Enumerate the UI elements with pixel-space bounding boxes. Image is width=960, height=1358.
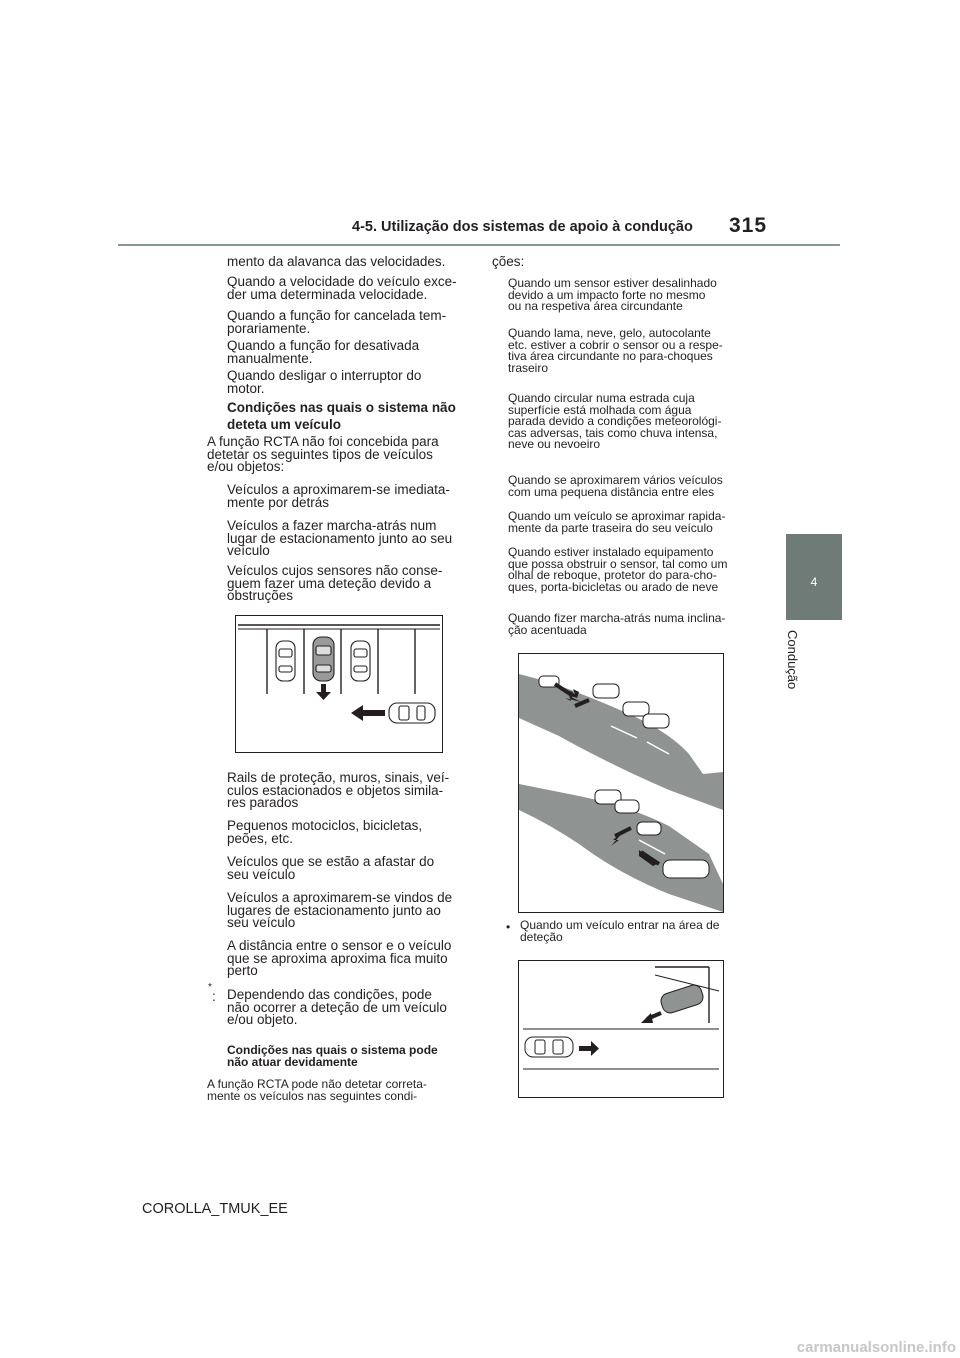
right-item: Quando lama, neve, gelo, autocolante etc. estiver a cobrir o sensor ou a respe- tiva área circundante no para-choques traseiro xyxy=(508,326,723,375)
right-item: Quando fizer marcha-atrás numa inclina- ção acentuada xyxy=(508,611,726,637)
left-item: Pequenos motociclos, bicicletas, peões, etc. xyxy=(227,818,423,846)
parked-car-icon xyxy=(276,641,295,681)
section-title: 4-5. Utilização dos sistemas de apoio à condução xyxy=(352,219,693,235)
left-item: Quando a função for cancelada tem- porariamente. xyxy=(227,308,447,336)
arrow-left-icon xyxy=(641,1013,661,1023)
arrow-right-icon xyxy=(579,1041,599,1056)
own-car-icon xyxy=(313,637,334,681)
own-car-icon xyxy=(525,1037,573,1057)
left-item: Quando a velocidade do veículo exce- der uma determinada velocidade. xyxy=(227,274,457,302)
slope-illustration xyxy=(519,654,723,912)
heading-not-detect: Condições nas quais o sistema não xyxy=(227,400,456,415)
left-item: Veículos a aproximarem-se imediata- mente por detrás xyxy=(227,482,450,510)
right-continued: ções: xyxy=(492,254,525,269)
left-item: Veículos que se estão a afastar do seu veículo xyxy=(227,854,435,882)
parking-illustration xyxy=(236,616,442,752)
left-item: Rails de proteção, muros, sinais, veí- culos estacionados e objetos simila- res parados xyxy=(227,770,450,810)
left-item: Veículos a aproximarem-se vindos de lugares de estacionamento junto ao seu veículo xyxy=(227,890,453,930)
arrow-left-icon xyxy=(351,705,385,721)
document-code: COROLLA_TMUK_EE xyxy=(142,1201,288,1217)
entering-car-icon xyxy=(659,983,705,1015)
parking-figure xyxy=(235,615,443,753)
continued-item: mento da alavanca das velocidades. xyxy=(227,254,446,269)
left-item: Veículos cujos sensores não conse- guem fazer uma deteção devido a obstruções xyxy=(227,563,443,603)
detection-area-illustration xyxy=(519,961,723,1097)
intro-paragraph-2: A função RCTA pode não detetar correta- mente os veículos nas seguintes condi- xyxy=(207,1077,427,1103)
chapter-number: 4 xyxy=(810,575,818,589)
header-divider xyxy=(118,244,840,246)
bullet-item: Quando um veículo entrar na área de deteção xyxy=(520,918,720,944)
left-item: Quando desligar o interruptor do motor. xyxy=(227,368,422,396)
detection-area-figure xyxy=(518,960,724,1098)
right-item: Quando se aproximarem vários veículos com uma pequena distância entre eles xyxy=(508,473,723,499)
chapter-label xyxy=(782,630,806,720)
left-item: A distância entre o sensor e o veículo que se aproxima aproxima fica muito perto xyxy=(227,938,452,978)
right-item: Quando estiver instalado equipamento que possa obstruir o sensor, tal como um olhal de reboque, protetor do para-cho- ques, porta-bicicletas ou arado de neve xyxy=(508,545,728,594)
right-item: Quando circular numa estrada cuja superfície está molhada com água parada devido a condições meteorológi- cas adversas, tais como chuva intensa, neve ou nevoeiro xyxy=(508,391,722,451)
approaching-car-icon xyxy=(389,703,435,723)
footnote-colon: : xyxy=(212,989,216,1004)
intro-paragraph: A função RCTA não foi concebida para detetar os seguintes tipos de veículos e/ou objetos: xyxy=(207,434,439,474)
chapter-label-text: Condução xyxy=(785,630,800,690)
parked-car-icon xyxy=(351,641,370,681)
footnote-marker: * xyxy=(208,982,212,993)
heading-may-not-work: Condições nas quais o sistema pode não atuar devidamente xyxy=(227,1043,438,1069)
footnote-text: Dependendo das condições, pode não ocorrer a deteção de um veículo e/ou objeto. xyxy=(227,987,447,1027)
arrow-down-icon xyxy=(316,684,331,700)
left-item: Veículos a fazer marcha-atrás num lugar de estacionamento junto ao seu veículo xyxy=(227,518,453,558)
right-item: Quando um veículo se aproximar rapida- mente da parte traseira do seu veículo xyxy=(508,509,726,535)
left-item: Quando a função for desativada manualmente. xyxy=(227,338,420,366)
bullet-glyph: • xyxy=(506,920,511,934)
page-number: 315 xyxy=(729,214,768,237)
left-item-continued xyxy=(227,256,487,269)
heading-not-detect-2: deteta um veículo xyxy=(227,417,342,432)
slope-figure xyxy=(518,653,724,913)
watermark: carmanualsonline.info xyxy=(796,1339,956,1356)
right-item: Quando um sensor estiver desalinhado devido a um impacto forte no mesmo ou na respetiva área circundante xyxy=(508,276,717,313)
